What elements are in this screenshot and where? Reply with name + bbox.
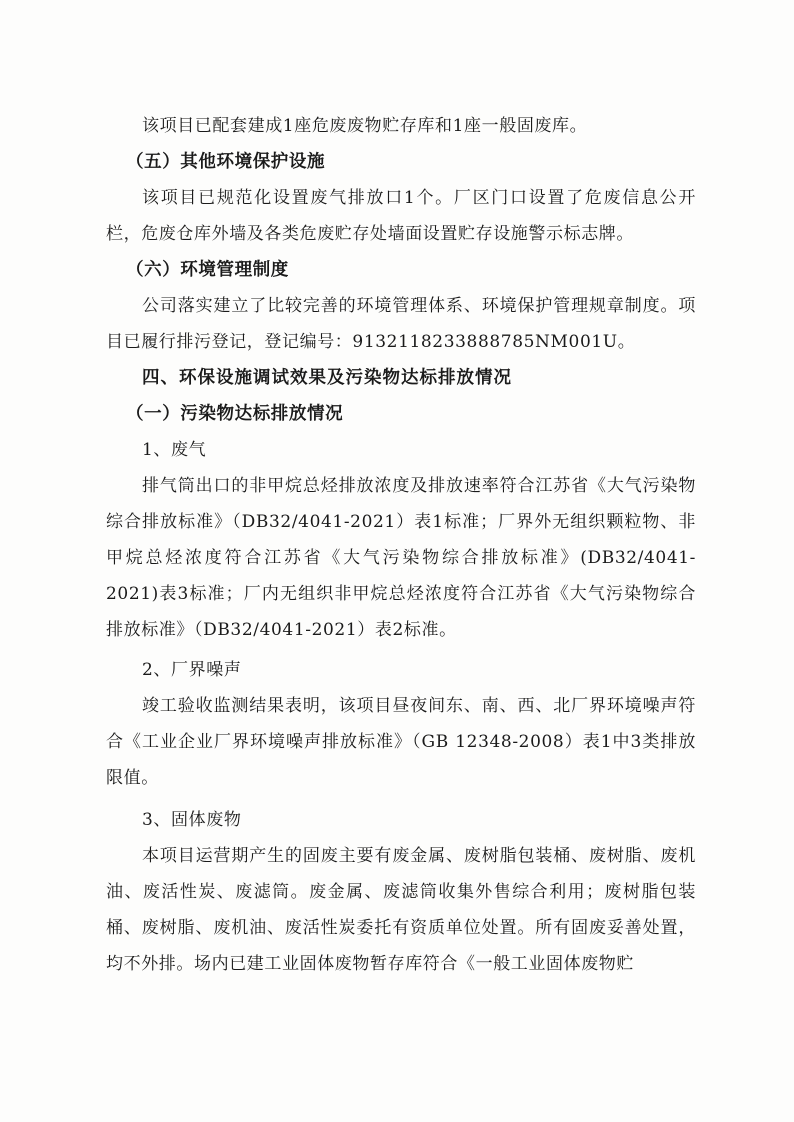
section-heading-other-facilities: （五）其他环境保护设施 [126,152,326,172]
paragraph-solid-waste: 本项目运营期产生的固废主要有废金属、废树脂包装桶、废树脂、废机油、废活性炭、废滤筒。废金属、废滤筒收集外售综合利用；废树脂包装桶、废树脂、废机油、废活性炭委托有资质单位处置。所有固废妥善处置，均不外排。场内已建工业固体废物暂存库符合《一般工业固体废物贮 [106,846,696,974]
item-heading-exhaust-gas: 1、废气 [142,440,207,460]
document-body [106,108,696,982]
paragraph-exhaust-outlet: 该项目已规范化设置废气排放口1个。厂区门口设置了危废信息公开栏，危废仓库外墙及各类危废贮存处墙面设置贮存设施警示标志牌。 [106,188,696,244]
section-heading-management-system: （六）环境管理制度 [126,260,289,280]
paragraph-management-registration: 公司落实建立了比较完善的环境管理体系、环境保护管理规章制度。项目已履行排污登记，登记编号：9132118233888785NM001U。 [106,296,696,352]
section-heading-pollutant-compliance: （一）污染物达标排放情况 [126,404,344,424]
paragraph-boundary-noise: 竣工验收监测结果表明，该项目昼夜间东、南、西、北厂界环境噪声符合《工业企业厂界环境噪声排放标准》（GB 12348-2008）表1中3类排放限值。 [106,696,696,788]
paragraph-storage-facilities: 该项目已配套建成1座危废废物贮存库和1座一般固废库。 [142,116,588,136]
chapter-heading-debugging-effects: 四、环保设施调试效果及污染物达标排放情况 [142,368,512,388]
item-heading-boundary-noise: 2、厂界噪声 [142,660,242,680]
paragraph-exhaust-gas: 排气筒出口的非甲烷总烃排放浓度及排放速率符合江苏省《大气污染物综合排放标准》（DB32/4041-2021）表1标准；厂界外无组织颗粒物、非甲烷总烃浓度符合江苏省《大气污染物综合排放标准》(DB32/4041-2021)表3标准；厂内无组织非甲烷总烃浓度符合江苏省《大气污染物综合排放标准》（DB32/4041-2021）表2标准。 [106,476,696,640]
item-heading-solid-waste: 3、固体废物 [142,810,242,830]
